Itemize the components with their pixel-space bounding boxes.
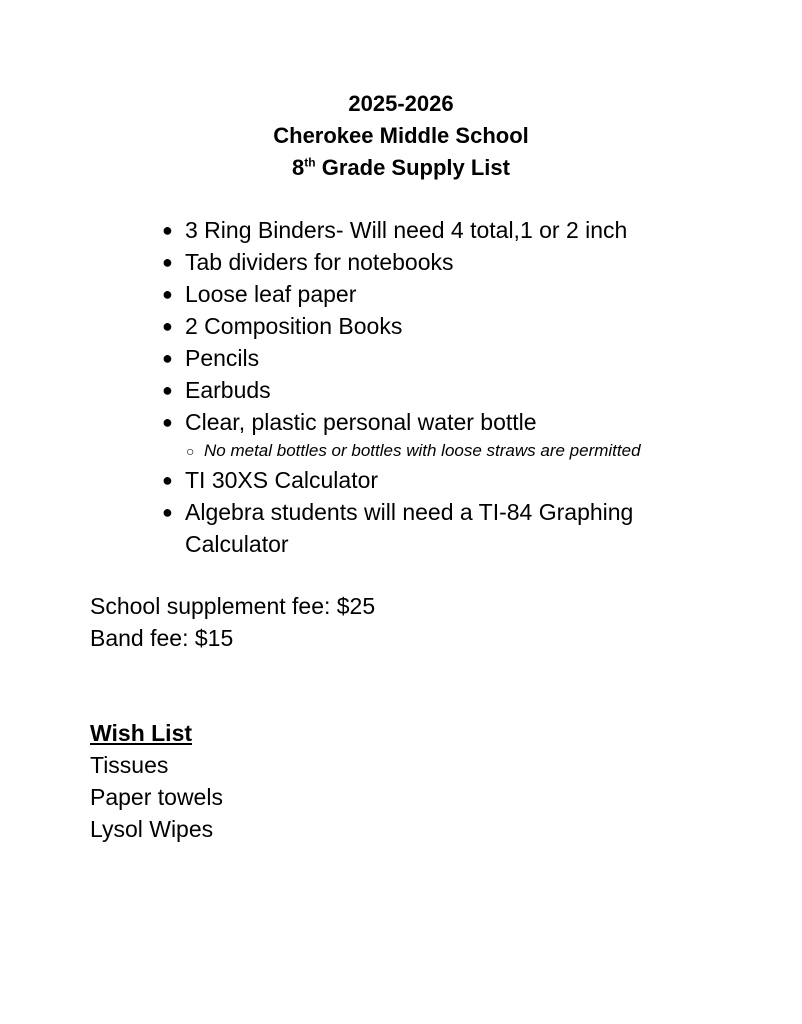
wish-list-item: Lysol Wipes: [90, 816, 214, 842]
item-label: 2 Composition Books: [185, 313, 403, 339]
item-label: Clear, plastic personal water bottle: [185, 409, 537, 435]
bullet-icon: ●: [162, 316, 173, 336]
item-label: Earbuds: [185, 377, 271, 403]
bullet-icon: ●: [162, 470, 173, 490]
list-item: [160, 464, 720, 496]
list-item: [160, 342, 720, 374]
wish-list-item: Paper towels: [90, 784, 223, 810]
grade-suffix: th: [304, 155, 316, 170]
fees-section: [90, 590, 375, 654]
bullet-icon: ●: [162, 252, 173, 272]
grade-supply-list-text: Grade Supply List: [321, 155, 510, 180]
list-item: [160, 246, 720, 278]
list-item: [160, 310, 720, 342]
item-label: Tab dividers for notebooks: [185, 249, 454, 275]
list-item: [160, 214, 720, 246]
item-label: TI 30XS Calculator: [185, 467, 379, 493]
school-year: 2025-2026: [348, 91, 454, 116]
sub-list-item: [160, 438, 720, 464]
bullet-icon: ●: [162, 284, 173, 304]
wish-list-title: Wish List: [90, 720, 193, 746]
item-label: Pencils: [185, 345, 260, 371]
water-bottle-note: No metal bottles or bottles with loose straws are permitted: [204, 441, 641, 460]
item-label: Loose leaf paper: [185, 281, 357, 307]
list-item: [160, 406, 720, 438]
item-label: Algebra students will need a TI-84 Graphing Calculator: [185, 499, 634, 557]
list-item: [160, 278, 720, 310]
bullet-icon: ●: [162, 348, 173, 368]
bullet-icon: ●: [162, 502, 173, 522]
bullet-icon: ●: [162, 220, 173, 240]
supply-list: [160, 214, 720, 560]
item-label: 3 Ring Binders- Will need 4 total,1 or 2 inch: [185, 217, 628, 243]
band-fee: Band fee: $15: [90, 625, 234, 651]
hollow-bullet-icon: ○: [186, 443, 195, 459]
list-title: [0, 152, 802, 184]
bullet-icon: ●: [162, 412, 173, 432]
list-item: [160, 496, 720, 560]
school-name: Cherokee Middle School: [273, 123, 529, 148]
supplement-fee: School supplement fee: $25: [90, 593, 376, 619]
document-header: [0, 88, 802, 184]
wish-list-section: [90, 717, 223, 845]
wish-list-item: Tissues: [90, 752, 169, 778]
list-item: [160, 374, 720, 406]
grade-number: 8: [292, 155, 305, 180]
bullet-icon: ●: [162, 380, 173, 400]
